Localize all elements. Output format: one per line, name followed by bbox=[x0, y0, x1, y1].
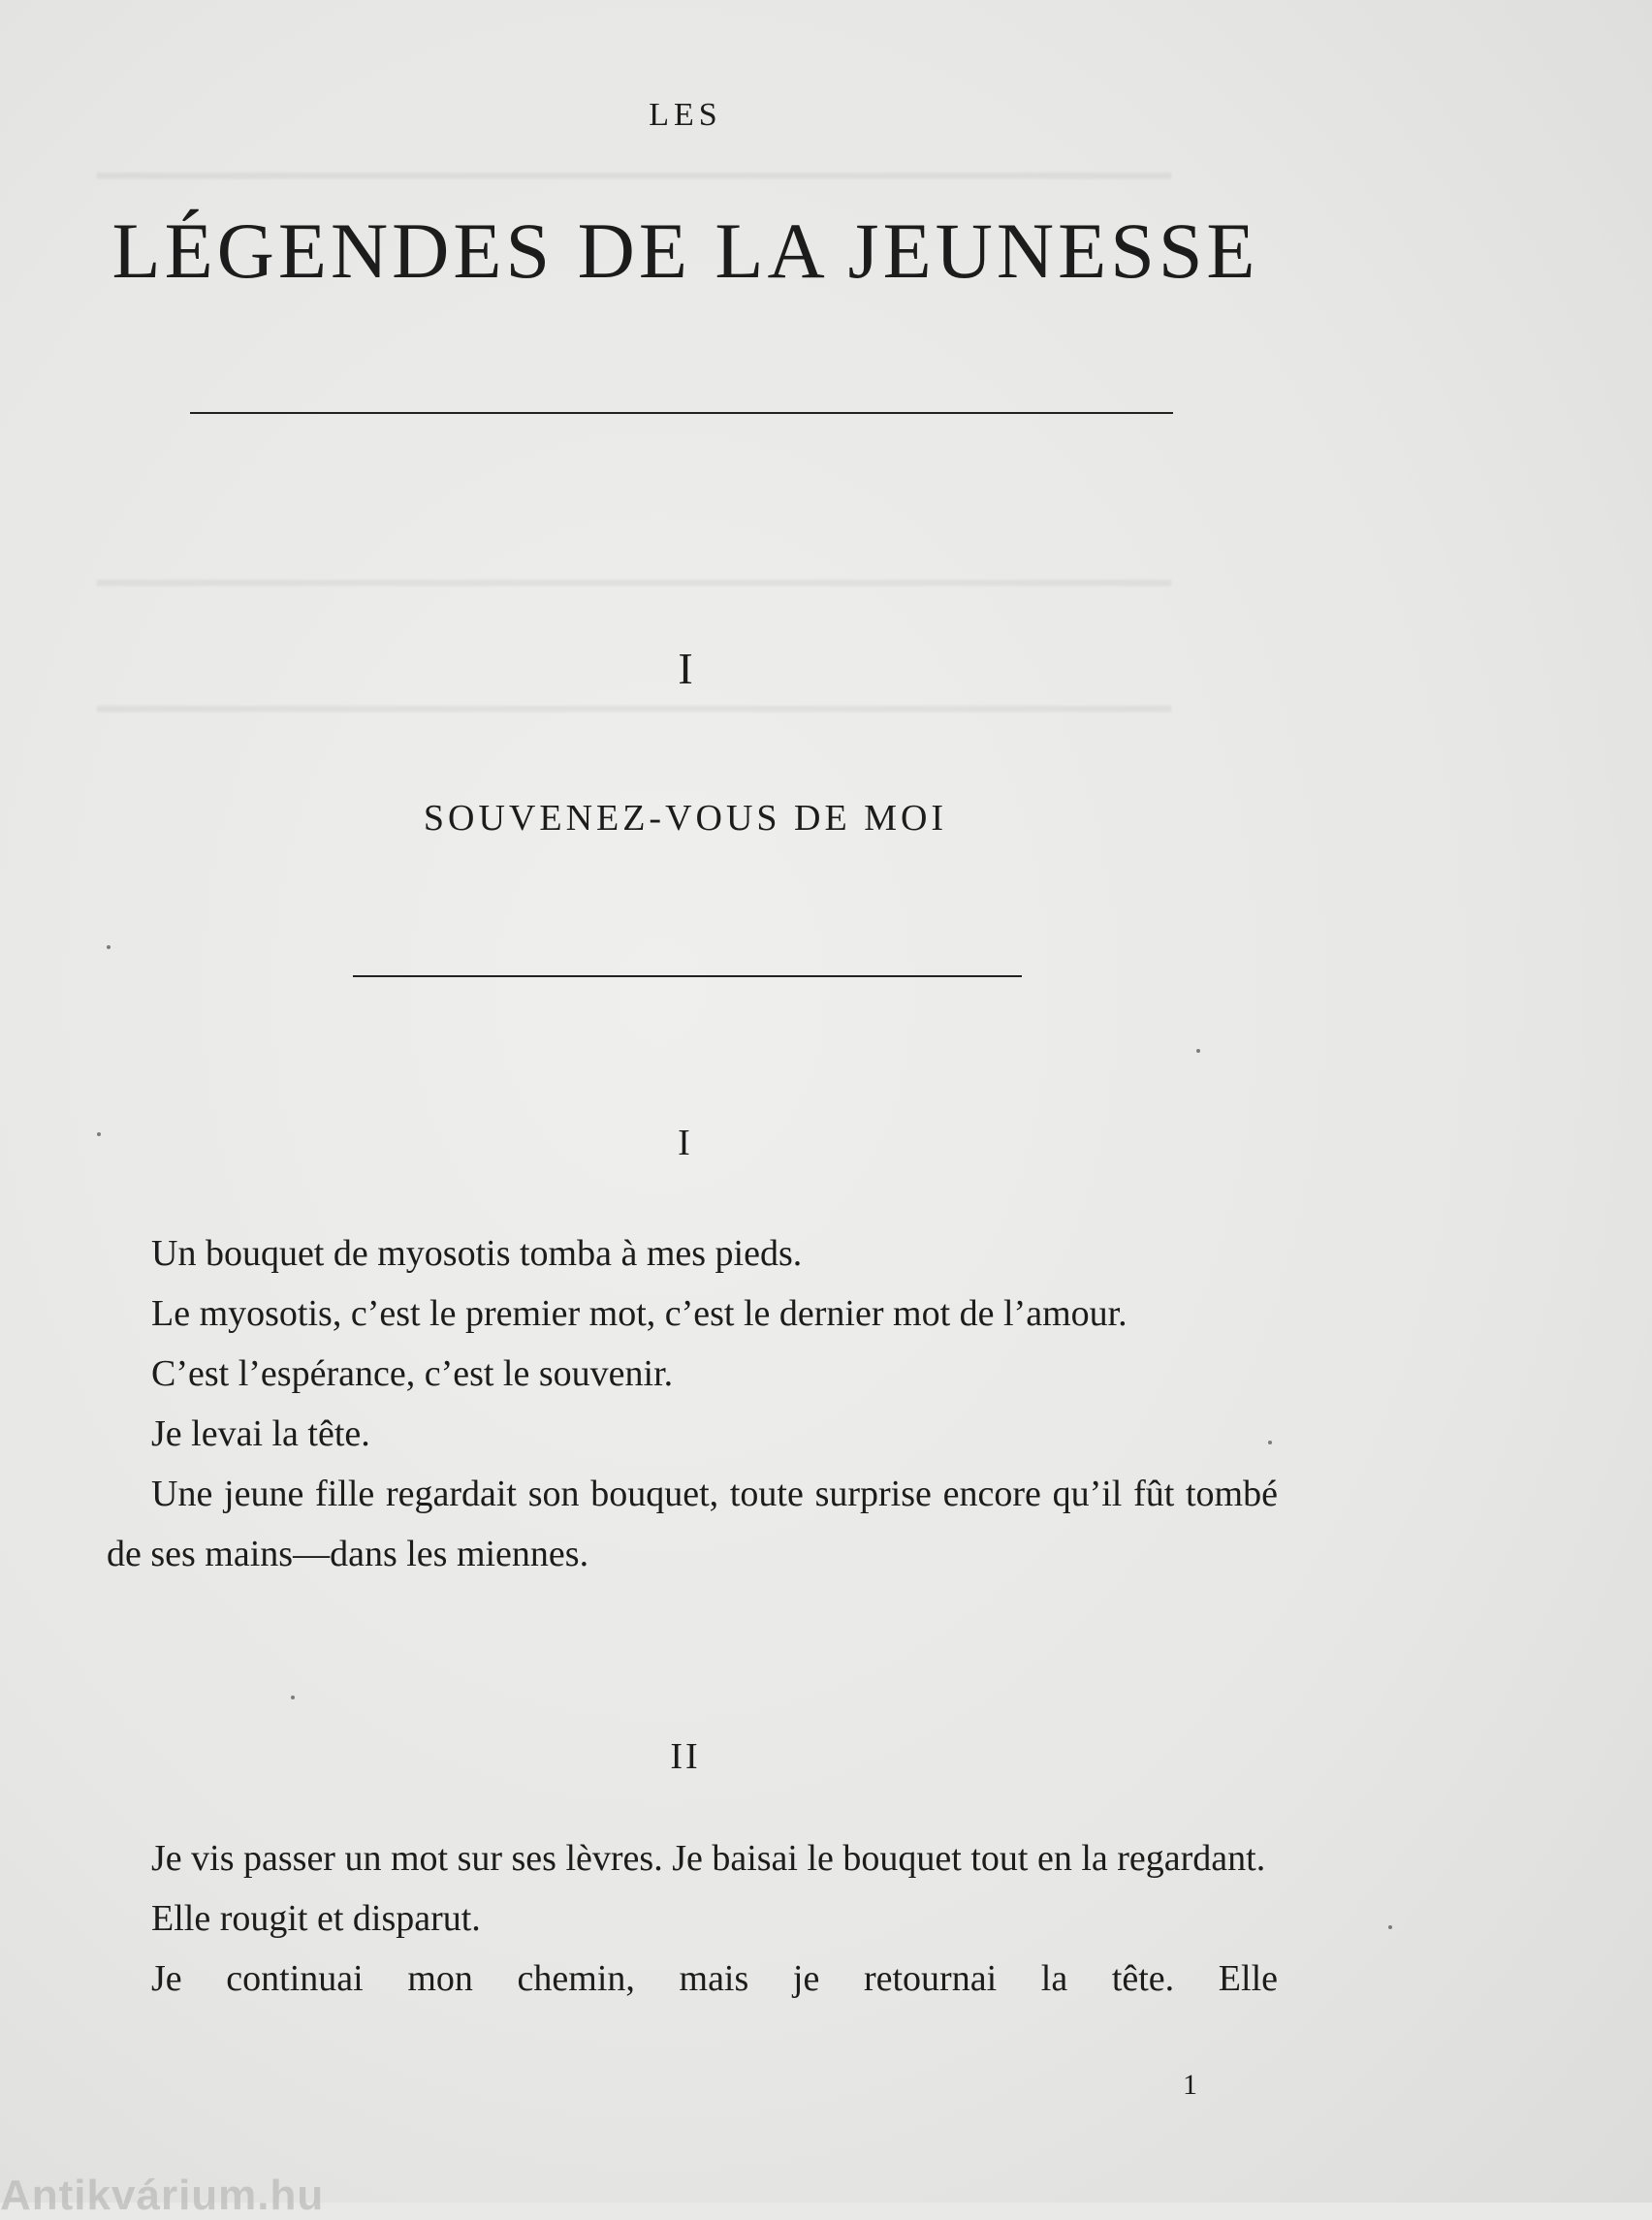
section-number: II bbox=[670, 1736, 701, 1777]
show-through: ━━━━━━━━━━━━━━━━━━━━━━━━━━━━━━━━━━━━━━━━━━━━━━ bbox=[97, 154, 1171, 198]
paragraph: Un bouquet de myosotis tomba à mes pieds. bbox=[151, 1233, 803, 1274]
show-through: ━━━━━━━━━━━━━━━━━━━━━━━━━━━━━━━━━━━━━━━━━━━━━━ bbox=[97, 687, 1171, 731]
paragraph: Je vis passer un mot sur ses lèvres. Je baisai le bouquet tout en la regardant. bbox=[151, 1838, 1266, 1879]
section-body bbox=[107, 1223, 1278, 1584]
page-number: 1 bbox=[1183, 2069, 1197, 2101]
chapter-divider bbox=[353, 975, 1022, 977]
section-body bbox=[107, 1828, 1278, 2009]
watermark: Antikvárium.hu bbox=[0, 2172, 325, 2219]
paper-speck bbox=[97, 1132, 101, 1136]
chapter-title: SOUVENEZ-VOUS DE MOI bbox=[423, 798, 948, 839]
paper-speck bbox=[1268, 1441, 1272, 1444]
show-through: ━━━━━━━━━━━━━━━━━━━━━━━━━━━━━━━━━━━━━━━━━━━━━━ bbox=[97, 561, 1171, 605]
paragraph: Le myosotis, c’est le premier mot, c’est le dernier mot de l’amour. bbox=[151, 1293, 1128, 1334]
book-title: LÉGENDES DE LA JEUNESSE bbox=[111, 206, 1259, 295]
paper-speck bbox=[107, 945, 111, 949]
chapter-number: I bbox=[678, 644, 693, 693]
paper-speck bbox=[1196, 1049, 1200, 1053]
section-number: I bbox=[678, 1123, 693, 1163]
paragraph: Une jeune fille regardait son bouquet, toute surprise encore qu’il fût tombé de ses mains—dans les miennes. bbox=[107, 1474, 1278, 1574]
paragraph: Elle rougit et disparut. bbox=[151, 1898, 481, 1939]
title-divider bbox=[190, 412, 1173, 414]
paragraph: Je levai la tête. bbox=[151, 1413, 370, 1454]
paper-speck bbox=[1388, 1925, 1392, 1929]
paper-speck bbox=[291, 1696, 295, 1699]
paragraph: Je continuai mon chemin, mais je retournai la tête. Elle bbox=[151, 1958, 1278, 1999]
series-label: LES bbox=[649, 97, 722, 133]
paragraph: C’est l’espérance, c’est le souvenir. bbox=[151, 1353, 674, 1394]
